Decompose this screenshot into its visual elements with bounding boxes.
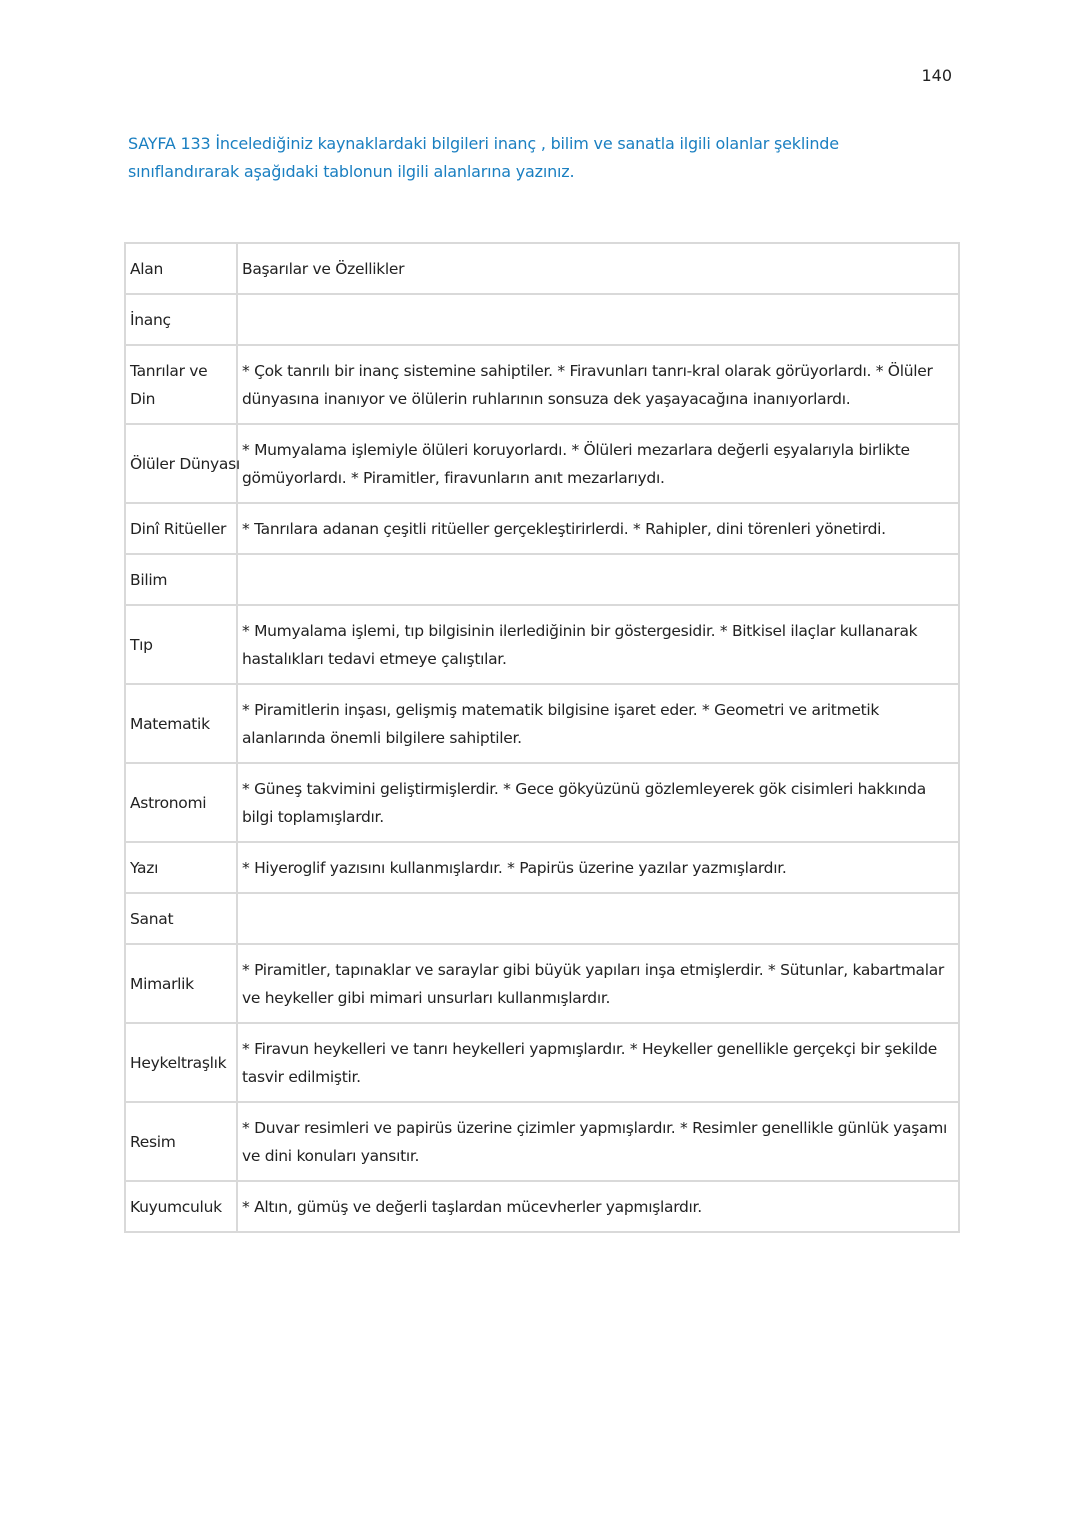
row-area: İnanç [125, 294, 237, 345]
table-row [125, 1181, 959, 1232]
row-details [237, 893, 959, 944]
instruction-text: SAYFA 133 İncelediğiniz kaynaklardaki bilgileri inanç , bilim ve sanatla ilgili olanlar şeklinde sınıflandırarak aşağıdaki tablonun ilgili alanlarına yazınız. [128, 134, 839, 181]
row-details: * Mumyalama işlemiyle ölüleri koruyorlardı. * Ölüleri mezarlara değerli eşyalarıyla birlikte gömüyorlardı. * Piramitler, firavunların anıt mezarlarıydı. [237, 424, 959, 503]
table-row [125, 763, 959, 842]
row-details [237, 294, 959, 345]
row-details: * Çok tanrılı bir inanç sistemine sahiptiler. * Firavunları tanrı-kral olarak görüyorlardı. * Ölüler dünyasına inanıyor ve ölülerin ruhlarının sonsuza dek yaşayacağına inanıyorlardı. [237, 345, 959, 424]
table-row [125, 1102, 959, 1181]
table-header-row [125, 243, 959, 294]
row-area: Resim [125, 1102, 237, 1181]
row-details: * Piramitler, tapınaklar ve saraylar gibi büyük yapıları inşa etmişlerdir. * Sütunlar, kabartmalar ve heykeller gibi mimari unsurları kullanmışlardır. [237, 944, 959, 1023]
row-area: Tıp [125, 605, 237, 684]
table-row [125, 1023, 959, 1102]
row-details: * Hiyeroglif yazısını kullanmışlardır. * Papirüs üzerine yazılar yazmışlardır. [237, 842, 959, 893]
table-row [125, 294, 959, 345]
row-area: Astronomi [125, 763, 237, 842]
row-area: Kuyumculuk [125, 1181, 237, 1232]
page-number: 140 [921, 66, 952, 85]
row-area: Mimarlik [125, 944, 237, 1023]
row-details: * Altın, gümüş ve değerli taşlardan mücevherler yapmışlardır. [237, 1181, 959, 1232]
row-area: Matematik [125, 684, 237, 763]
row-area: Ölüler Dünyası [125, 424, 237, 503]
table-row [125, 424, 959, 503]
row-details: * Güneş takvimini geliştirmişlerdir. * Gece gökyüzünü gözlemleyerek gök cisimleri hakkında bilgi toplamışlardır. [237, 763, 959, 842]
table-row [125, 554, 959, 605]
row-details: * Mumyalama işlemi, tıp bilgisinin ilerlediğinin bir göstergesidir. * Bitkisel ilaçlar kullanarak hastalıkları tedavi etmeye çalıştılar. [237, 605, 959, 684]
row-details: * Duvar resimleri ve papirüs üzerine çizimler yapmışlardır. * Resimler genellikle günlük yaşamı ve dini konuları yansıtır. [237, 1102, 959, 1181]
table-row [125, 944, 959, 1023]
table-row [125, 684, 959, 763]
row-area: Heykeltraşlık [125, 1023, 237, 1102]
table-row [125, 842, 959, 893]
header-area: Alan [125, 243, 237, 294]
table-row [125, 893, 959, 944]
row-area: Tanrılar ve Din [125, 345, 237, 424]
row-details [237, 554, 959, 605]
table-row [125, 605, 959, 684]
row-area: Yazı [125, 842, 237, 893]
row-area: Sanat [125, 893, 237, 944]
table-row [125, 503, 959, 554]
row-details: * Piramitlerin inşası, gelişmiş matematik bilgisine işaret eder. * Geometri ve aritmetik alanlarında önemli bilgilere sahiptiler. [237, 684, 959, 763]
row-area: Bilim [125, 554, 237, 605]
row-details: * Firavun heykelleri ve tanrı heykelleri yapmışlardır. * Heykeller genellikle gerçekçi bir şekilde tasvir edilmiştir. [237, 1023, 959, 1102]
row-details: * Tanrılara adanan çeşitli ritüeller gerçekleştirirlerdi. * Rahipler, dini törenleri yönetirdi. [237, 503, 959, 554]
row-area: Dinî Ritüeller [125, 503, 237, 554]
header-details: Başarılar ve Özellikler [237, 243, 959, 294]
achievements-table [124, 242, 960, 1233]
table-row [125, 345, 959, 424]
